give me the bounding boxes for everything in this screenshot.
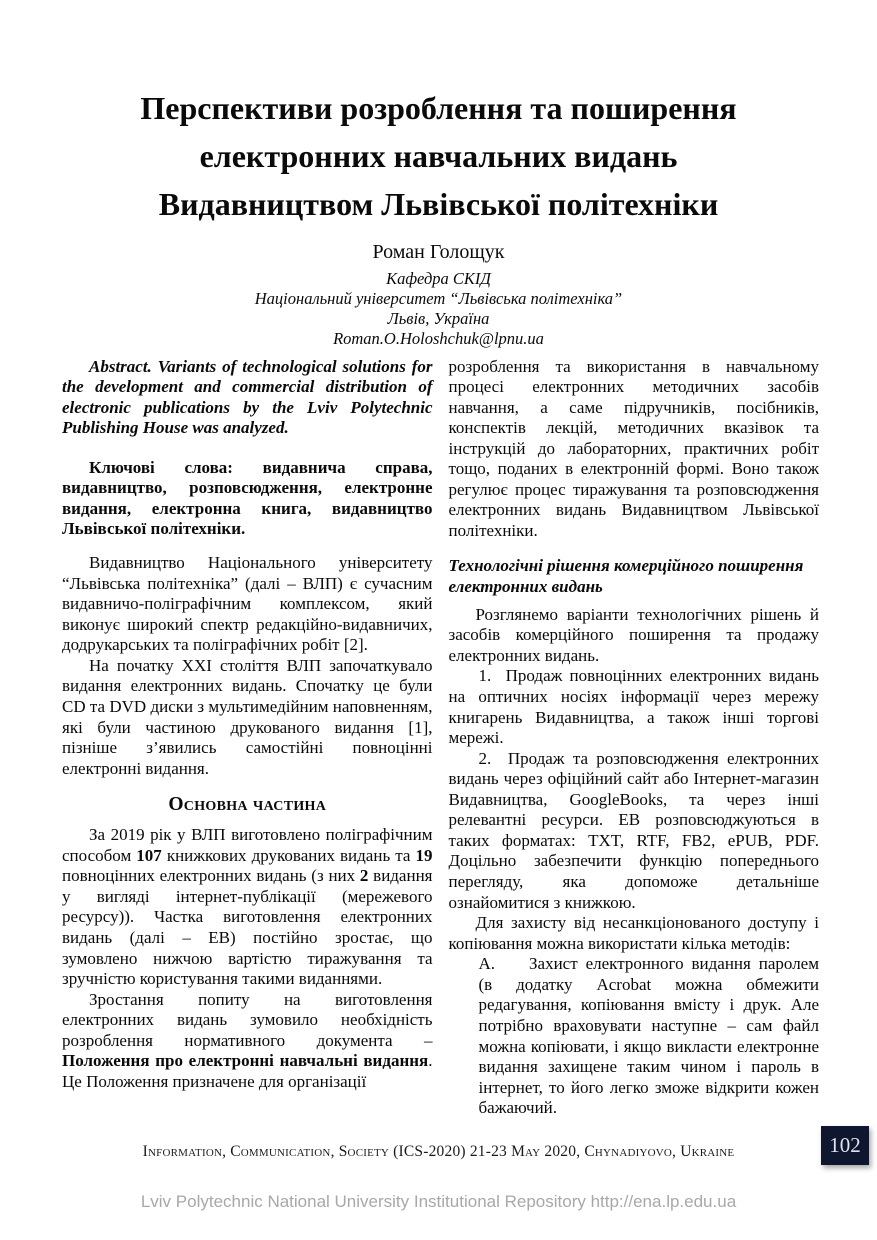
bold-term: Положення про електронні навчальні видання [62, 1051, 429, 1071]
body-paragraph [62, 825, 433, 990]
conference-footer: Information, Communication, Society (ICS-2020) 21-23 May 2020, Chynadiyovo, Ukraine [142, 1143, 735, 1160]
title-line-3: Видавництвом Львівської політехніки [158, 186, 719, 222]
bold-number: 19 [415, 845, 433, 865]
paper-title [0, 0, 877, 228]
author-email: Roman.O.Holoshchuk@lpnu.ua [333, 329, 544, 349]
list-item-2: 2. Продаж та розповсюдження електронних видань через офіційний сайт або Інтернет-магазин Видавництва, GoogleBooks, та через інші релевантні ресурси. ЕВ розповсюджуються в таких форматах: TXT, RTF, FB2, ePUB, PDF. Доцільно забезпечити функцію попереднього перегляду, яка допоможе детальніше ознайомитися з книжкою. [448, 748, 819, 912]
abstract-paragraph: Abstract. Variants of technological solutions for the development and commercial distribution of electronic publications by the Lviv Polytechnic Publishing House was analyzed. [62, 356, 433, 438]
author-block [0, 241, 877, 350]
title-line-2: електронних навчальних видань [199, 138, 678, 174]
text-run: . Це Положення призначене для організації [62, 1051, 433, 1091]
left-column [62, 357, 433, 1119]
text-run: книжкових друкованих видань та [161, 845, 416, 865]
keywords-paragraph: Ключові слова: видавнича справа, видавництво, розповсюдження, електронне видання, електронна книга, видавництво Львівської політехніки. [62, 457, 433, 539]
author-university: Національний університет “Львівська політехніка” [254, 289, 623, 309]
bold-number: 2 [359, 866, 369, 886]
author-location: Львів, Україна [387, 309, 490, 329]
page-number-badge: 102 [821, 1126, 869, 1165]
body-paragraph: На початку XXI століття ВЛП започаткувало видання електронних видань. Спочатку це були CD та DVD диски з мультимедійним наповненням, які були частиною друкованого видання [1], пізніше з’явились самостійні повноцінні електронні видання. [62, 655, 433, 778]
body-paragraph: Для захисту від несанкціонованого доступу і копіювання можна використати кілька методів: [448, 913, 819, 953]
text-columns [0, 350, 877, 1119]
title-line-1: Перспективи розроблення та поширення [140, 90, 737, 126]
section-heading-main-part: Основна частина [168, 794, 327, 816]
text-run: За 2019 рік у ВЛП виготовлено поліграфічним способом [62, 825, 433, 865]
author-name: Роман Голощук [372, 241, 505, 263]
body-paragraph: Розглянемо варіанти технологічних рішень й засобів комерційного поширення та продажу електронних видань. [448, 604, 819, 665]
text-run: повноцінних електронних видань (з них [62, 866, 360, 886]
body-paragraph: Видавництво Національного університету “Львівська політехніка” (далі – ВЛП) є сучасним видавничо-поліграфічним комплексом, який виконує широкий спектр редакційно-видавничих, додрукарських та поліграфічних робіт [2]. [62, 553, 433, 655]
text-run: видання у вигляді інтернет-публікації (мережевого ресурсу)). Частка виготовлення електронних видань (далі – ЕВ) постійно зростає, що зумовлено нижчою вартістю тиражування та зручністю користування такими виданнями. [62, 866, 433, 989]
body-paragraph: розроблення та використання в навчальному процесі електронних методичних засобів навчання, а саме підручників, посібників, конспектів лекцій, методичних вказівок та інструкцій до лабораторних, практичних робіт тощо, поданих в електронній формі. Воно також регулює процес тиражування та розповсюдження електронних видань Видавництвом Львівської політехніки. [448, 356, 819, 540]
subsection-heading-tech-solutions: Технологічні рішення комерційного поширення електронних видань [448, 555, 804, 597]
list-item-1: 1. Продаж повноцінних електронних видань на оптичних носіях інформації через мережу книгарень Видавництва, а також інші торгові мережі. [448, 666, 819, 748]
text-run: Зростання попиту на виготовлення електронних видань зумовило необхідність розроблення нормативного документа – [62, 989, 433, 1050]
list-item-a: А. Захист електронного видання паролем (в додатку Acrobat можна обмежити редагування, копіювання вмісту і друк. Але потрібно враховувати наступне – сам файл можна копіювати, і якщо викласти електронне видання захищене таким чином і пароль в інтернет, то його легко зможе відкрити кожен бажаючий. [478, 954, 819, 1118]
author-department: Кафедра СКІД [386, 269, 491, 288]
bold-number: 107 [136, 845, 162, 865]
right-column [449, 357, 820, 1119]
body-paragraph [62, 990, 433, 1093]
repository-footer: Lviv Polytechnic National University Institutional Repository http://ena.lp.edu.ua [140, 1192, 737, 1211]
